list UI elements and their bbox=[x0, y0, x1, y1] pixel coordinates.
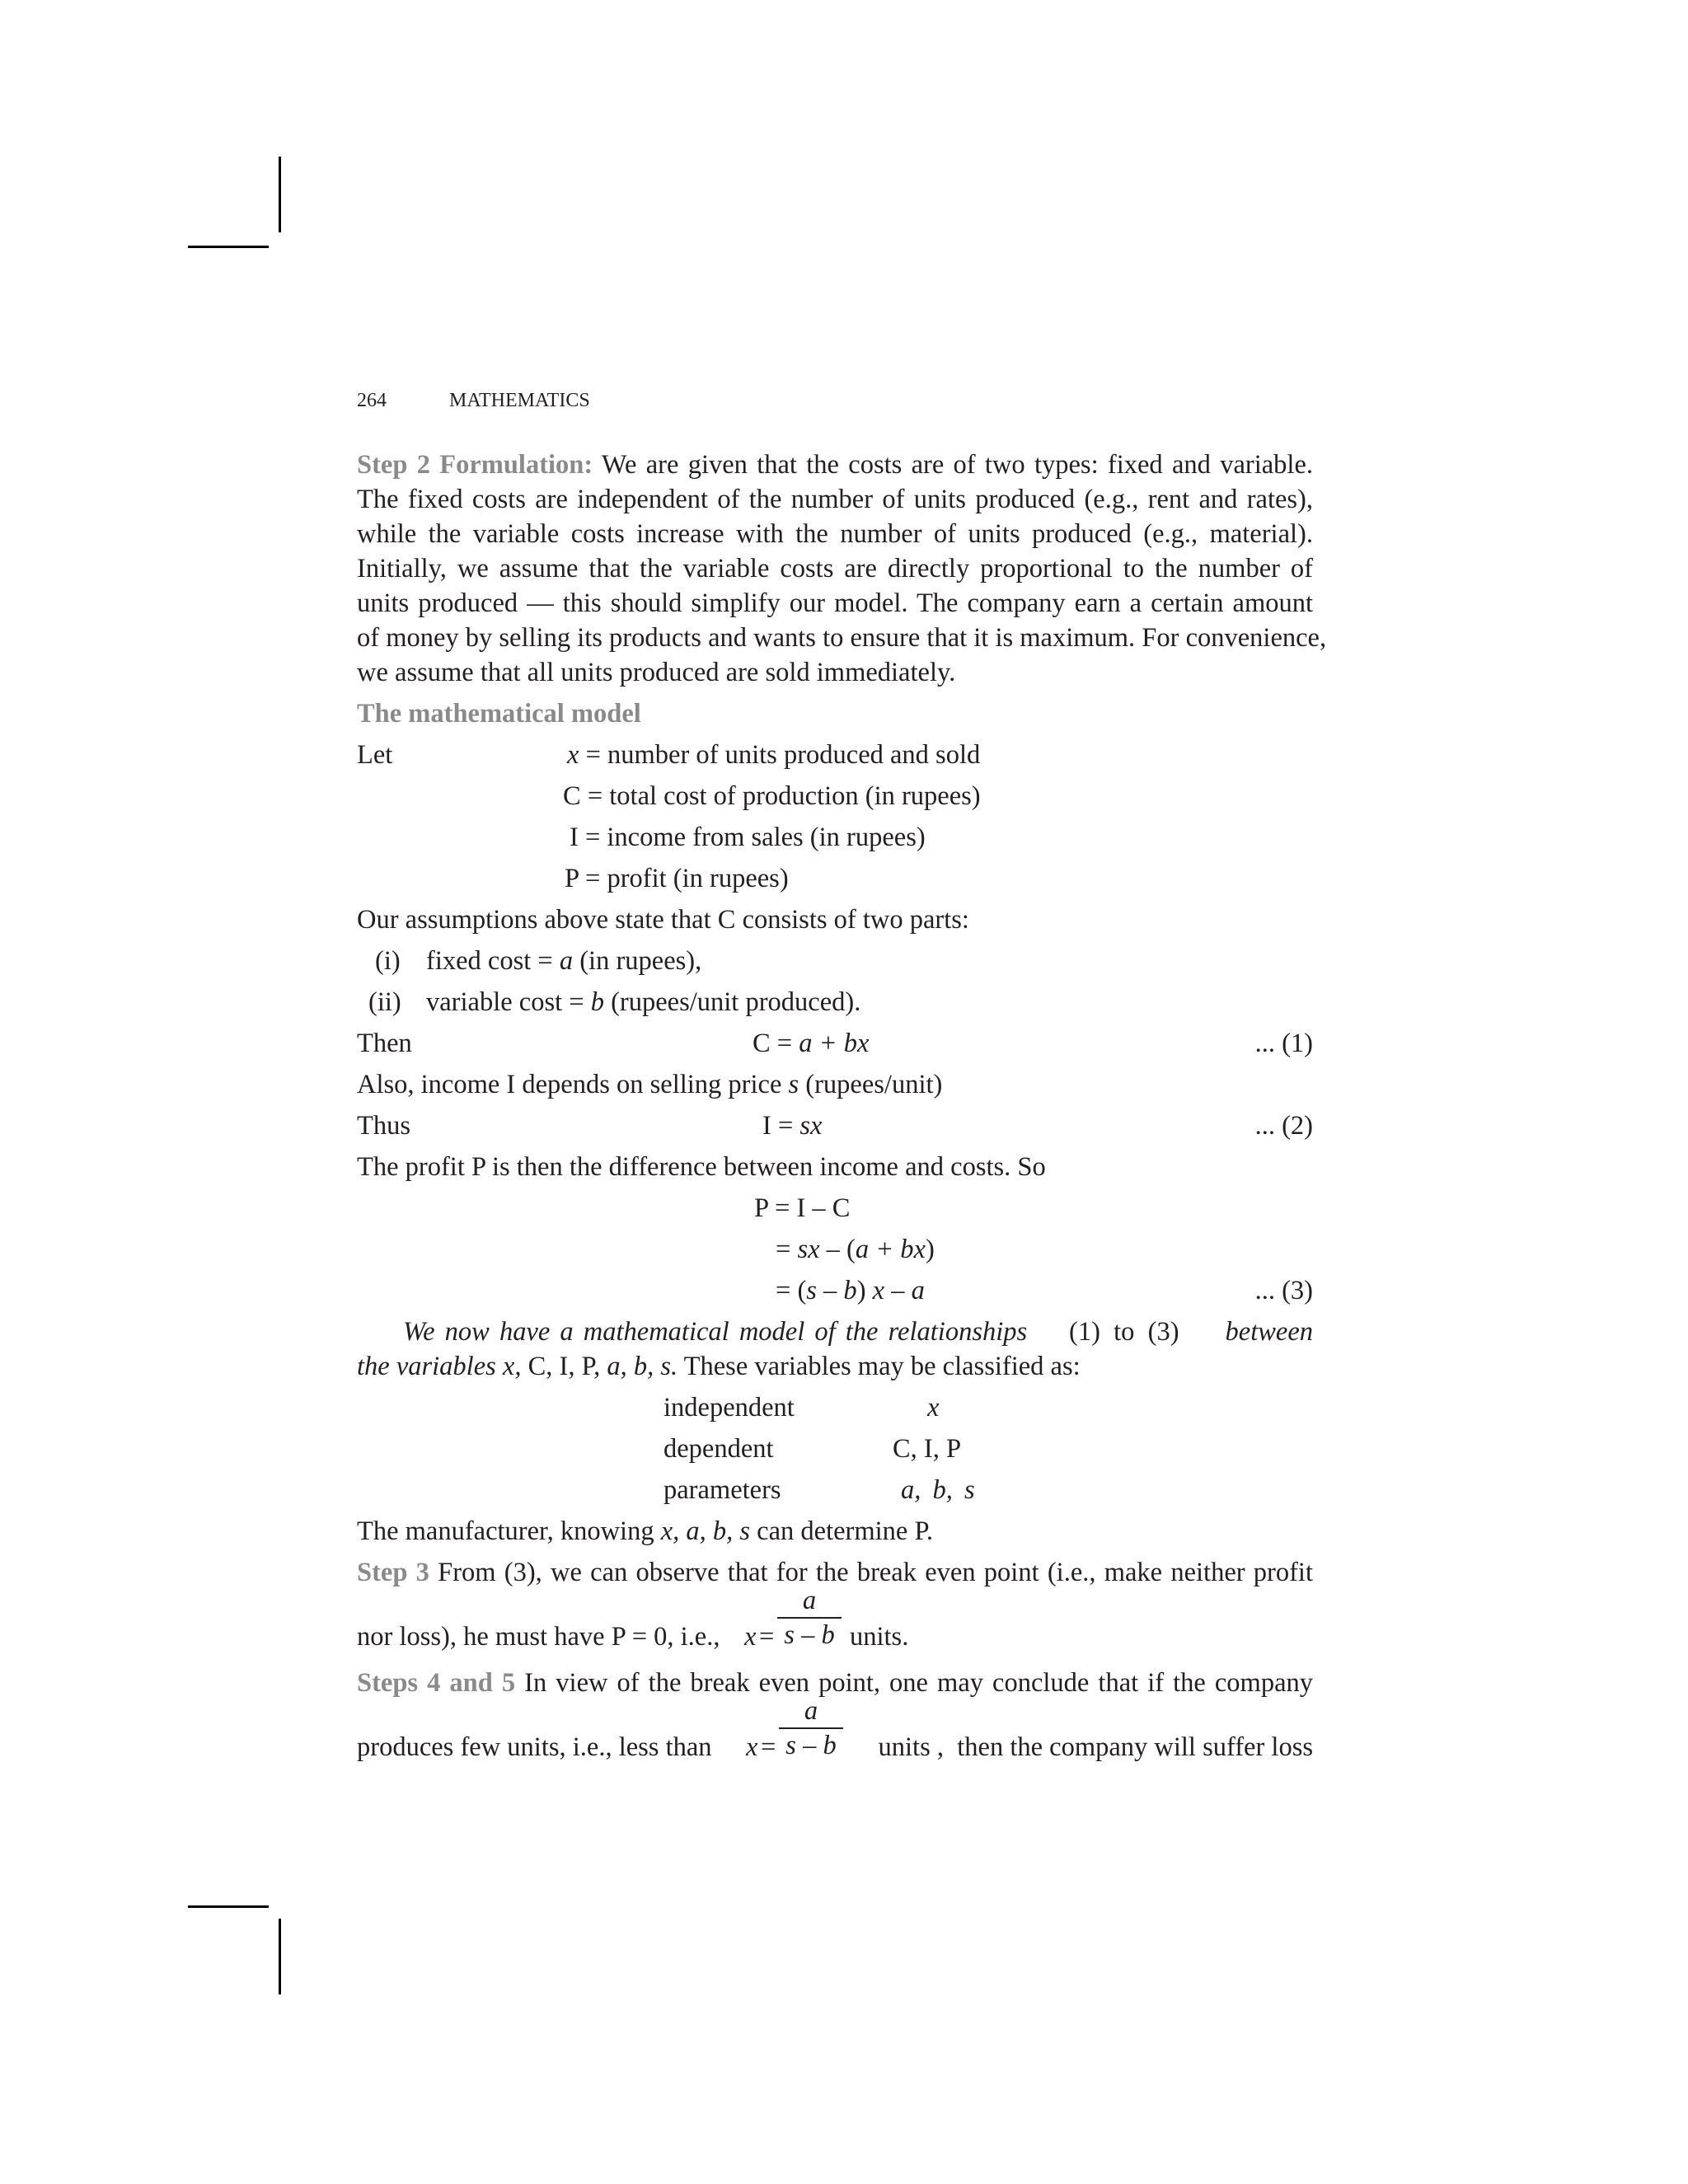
break-even-fraction: a s – b bbox=[777, 1584, 842, 1652]
let-label: Let bbox=[357, 740, 393, 770]
equation-number-3: ... (3) bbox=[1254, 1276, 1313, 1305]
step45-line-1: Steps 4 and 5 In view of the break even point, one may conclude that if the company bbox=[357, 1668, 1313, 1698]
class-row-parameters: parameters a, b, s bbox=[663, 1475, 975, 1505]
step2-line-5: units produced — this should simplify our model. The company earn a certain amount bbox=[357, 588, 1313, 618]
step45-heading: Steps 4 and 5 bbox=[357, 1668, 516, 1698]
page-number: 264 bbox=[357, 390, 387, 411]
step2-line-4: Initially, we assume that the variable costs are directly proportional to the number of bbox=[357, 554, 1313, 583]
assumption-item-1: (i) fixed cost = a (in rupees), bbox=[375, 946, 702, 976]
step3-heading: Step 3 bbox=[357, 1558, 429, 1587]
class-row-independent: independent x bbox=[663, 1393, 940, 1422]
assumption-item-2: (ii) variable cost = b (rupees/unit produced). bbox=[368, 987, 861, 1017]
assumptions-intro: Our assumptions above state that C consists of two parts: bbox=[357, 905, 969, 935]
step2-line-2: The fixed costs are independent of the number of units produced (e.g., rent and rates), bbox=[357, 485, 1313, 514]
step3-line-2: nor loss), he must have P = 0, i.e., x = a s – b units. bbox=[357, 1586, 909, 1652]
class-row-dependent: dependent C, I, P bbox=[663, 1434, 962, 1464]
crop-mark-top-horizontal bbox=[188, 246, 269, 248]
equation-number-1: ... (1) bbox=[1254, 1029, 1313, 1058]
loss-threshold-fraction: a s – b bbox=[779, 1694, 843, 1762]
step45-line-2: produces few units, i.e., less than x = a s – b units , then the company will suffer loss bbox=[357, 1696, 1313, 1762]
income-line: Also, income I depends on selling price s (rupees/unit) bbox=[357, 1070, 943, 1099]
equation-3-line-1: P = I – C bbox=[754, 1193, 851, 1223]
equation-2: Thus I = sx ... (2) bbox=[357, 1106, 1313, 1146]
step2-line-3: while the variable costs increase with the number of units produced (e.g., material). bbox=[357, 519, 1313, 549]
step2-line-1: Step 2 Formulation: We are given that the costs are of two types: fixed and variable. bbox=[357, 450, 1313, 480]
running-header bbox=[357, 381, 1313, 420]
profit-intro: The profit P is then the difference between income and costs. So bbox=[357, 1152, 1046, 1182]
step2-line-7: we assume that all units produced are sold immediately. bbox=[357, 658, 956, 687]
step2-line-6: of money by selling its products and wants to ensure that it is maximum. For convenience, bbox=[357, 623, 1327, 653]
crop-mark-bottom-horizontal bbox=[188, 1905, 269, 1908]
model-heading: The mathematical model bbox=[357, 699, 641, 729]
crop-mark-bottom-vertical bbox=[279, 1919, 281, 1994]
equation-3-line-2: = sx – (a + bx) bbox=[776, 1235, 935, 1264]
step2-heading: Step 2 Formulation: bbox=[357, 450, 593, 480]
equation-3-line-3: = (s – b) x – a ... (3) bbox=[357, 1271, 1313, 1310]
summary-line-2: the variables x, C, I, P, a, b, s. These variables may be classified as: bbox=[357, 1352, 1081, 1381]
definition-x: Let x = number of units produced and sold bbox=[357, 735, 1313, 775]
definition-i: I = income from sales (in rupees) bbox=[570, 823, 926, 852]
equation-1: Then C = a + bx ... (1) bbox=[357, 1024, 1313, 1063]
definition-c: C = total cost of production (in rupees) bbox=[563, 781, 981, 811]
step3-line-1: Step 3 From (3), we can observe that for the break even point (i.e., make neither profit bbox=[357, 1558, 1313, 1587]
equation-number-2: ... (2) bbox=[1254, 1111, 1313, 1141]
definition-p: P = profit (in rupees) bbox=[565, 864, 789, 893]
book-title: MATHEMATICS bbox=[449, 390, 590, 411]
summary-line-1: We now have a mathematical model of the relationships (1) to (3) between bbox=[403, 1317, 1313, 1347]
manufacturer-line: The manufacturer, knowing x, a, b, s can determine P. bbox=[357, 1516, 934, 1546]
crop-mark-top-vertical bbox=[279, 157, 281, 232]
